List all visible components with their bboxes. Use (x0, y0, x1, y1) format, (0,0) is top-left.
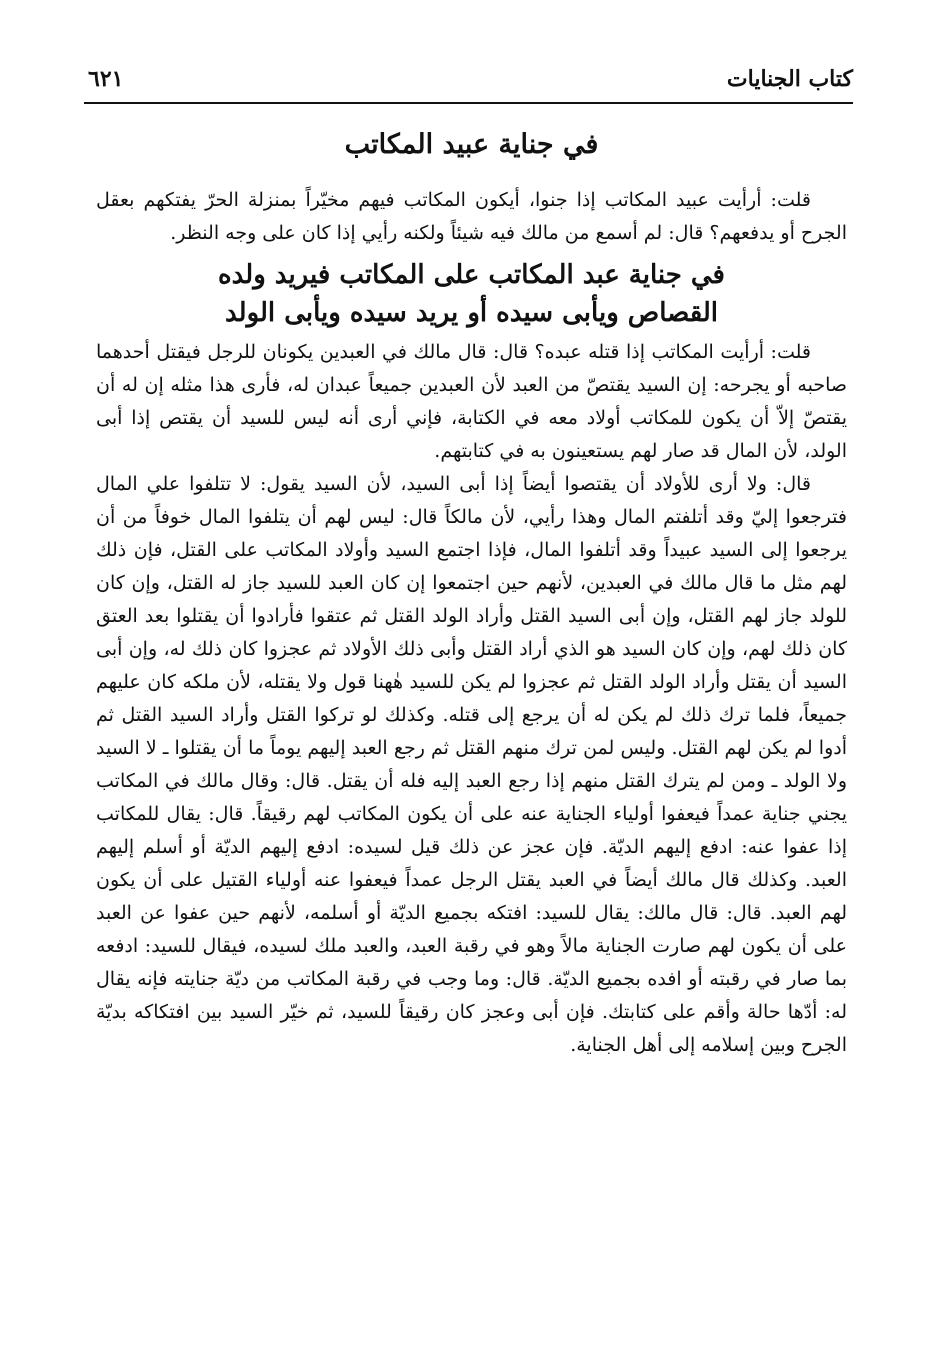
section-title-2 (96, 256, 847, 332)
paragraph-1: قلت: أرأيت عبيد المكاتب إذا جنوا، أيكون المكاتب فيهم مخيّراً بمنزلة الحرّ يفتكهم بعقل الجرح أو يدفعهم؟ قال: لم أسمع من مالك فيه شيئاً ولكنه رأيي إذا كان على وجه النظر. (96, 189, 847, 244)
page-body (96, 124, 847, 1062)
page-number: ٦٢١ (88, 66, 124, 92)
paragraph-3: قال: ولا أرى للأولاد أن يقتصوا أيضاً إذا أبى السيد، لأن السيد يقول: لا تتلفوا علي المال فترجعوا إليّ وقد أتلفتم المال وهذا رأيي، لأن مالكاً قال: ليس لهم أن يتلفوا المال خوفاً من أن يرجعوا إلى السيد عبيداً وقد أتلفوا المال، فإذا اجتمع السيد وأولاد المكاتب على القتل، فإن ذلك لهم مثل ما قال مالك في العبدين، لأنهم حين اجتمعوا إن كان العبد للسيد جاز له القتل، وإن كان للولد جاز لهم القتل، وإن أبى السيد القتل وأراد الولد القتل ثم عتقوا فأرادوا أن يقتلوا بعد العتق كان ذلك لهم، وإن كان السيد هو الذي أراد القتل وأبى ذلك الأولاد ثم عجزوا كان ذلك له، وإن أبى السيد أن يقتل وأراد الولد القتل ثم عجزوا لم يكن للسيد هٰهنا قول ولا يقتله، لأن ملكه كان عليهم جميعاً، فلما ترك ذلك لم يكن له أن يرجع إلى قتله. وكذلك لو تركوا القتل وأراد السيد القتل ثم أدوا لم يكن لهم القتل. وليس لمن ترك منهم القتل ثم رجع العبد إليهم يوماً ما أن يقتلوا ـ لا السيد ولا الولد ـ ومن لم يترك القتل منهم إذا رجع العبد إليه فله أن يقتل. قال: وقال مالك في المكاتب يجني جناية عمداً فيعفوا أولياء الجناية عنه على أن يكون المكاتب لهم رقيقاً. قال: يقال للمكاتب إذا عفوا عنه: ادفع إليهم الديّة. فإن عجز عن ذلك قيل لسيده: ادفع إليهم الديّة أو أسلم إليهم العبد. وكذلك قال مالك أيضاً في العبد يقتل الرجل عمداً فيعفوا عنه أولياء القتيل على أن يكون لهم العبد. قال: قال مالك: يقال للسيد: افتكه بجميع الديّة أو أسلمه، لأنهم حين عفوا عن العبد على أن يكون لهم صارت الجناية مالاً وهو في رقبة العبد، والعبد ملك لسيده، فيقال للسيد: ادفعه بما صار في رقبته أو افده بجميع الديّة. قال: وما وجب في رقبة المكاتب من ديّة جنايته فإنه يقال له: أدّها حالة وأقم على كتابتك. فإن أبى وعجز كان رقيقاً للسيد، ثم خيّر السيد بين افتكاكه بديّة الجرح وبين إسلامه إلى أهل الجناية. (96, 473, 847, 1056)
section-title-2-line-1: في جناية عبد المكاتب على المكاتب فيريد ولده (218, 260, 725, 290)
running-header (84, 62, 853, 104)
section-title-1: في جناية عبيد المكاتب (344, 129, 599, 160)
running-title: كتاب الجنايات (726, 66, 853, 92)
paragraph-2: قلت: أرأيت المكاتب إذا قتله عبده؟ قال: قال مالك في العبدين يكونان للرجل فيقتل أحدهما صاحبه أو يجرحه: إن السيد يقتصّ من العبد لأن العبدين جميعاً عبدان له، فأرى هذا مثله إن له أن يقتصّ إلاّ أن يكون للمكاتب أولاد معه في الكتابة، فإني أرى أنه ليس للسيد أن يقتص إذا أبى الولد، لأن المال قد صار لهم يستعينون به في كتابتهم. (96, 341, 847, 462)
section-title-2-line-2: القصاص ويأبى سيده أو يريد سيده ويأبى الولد (225, 298, 718, 328)
